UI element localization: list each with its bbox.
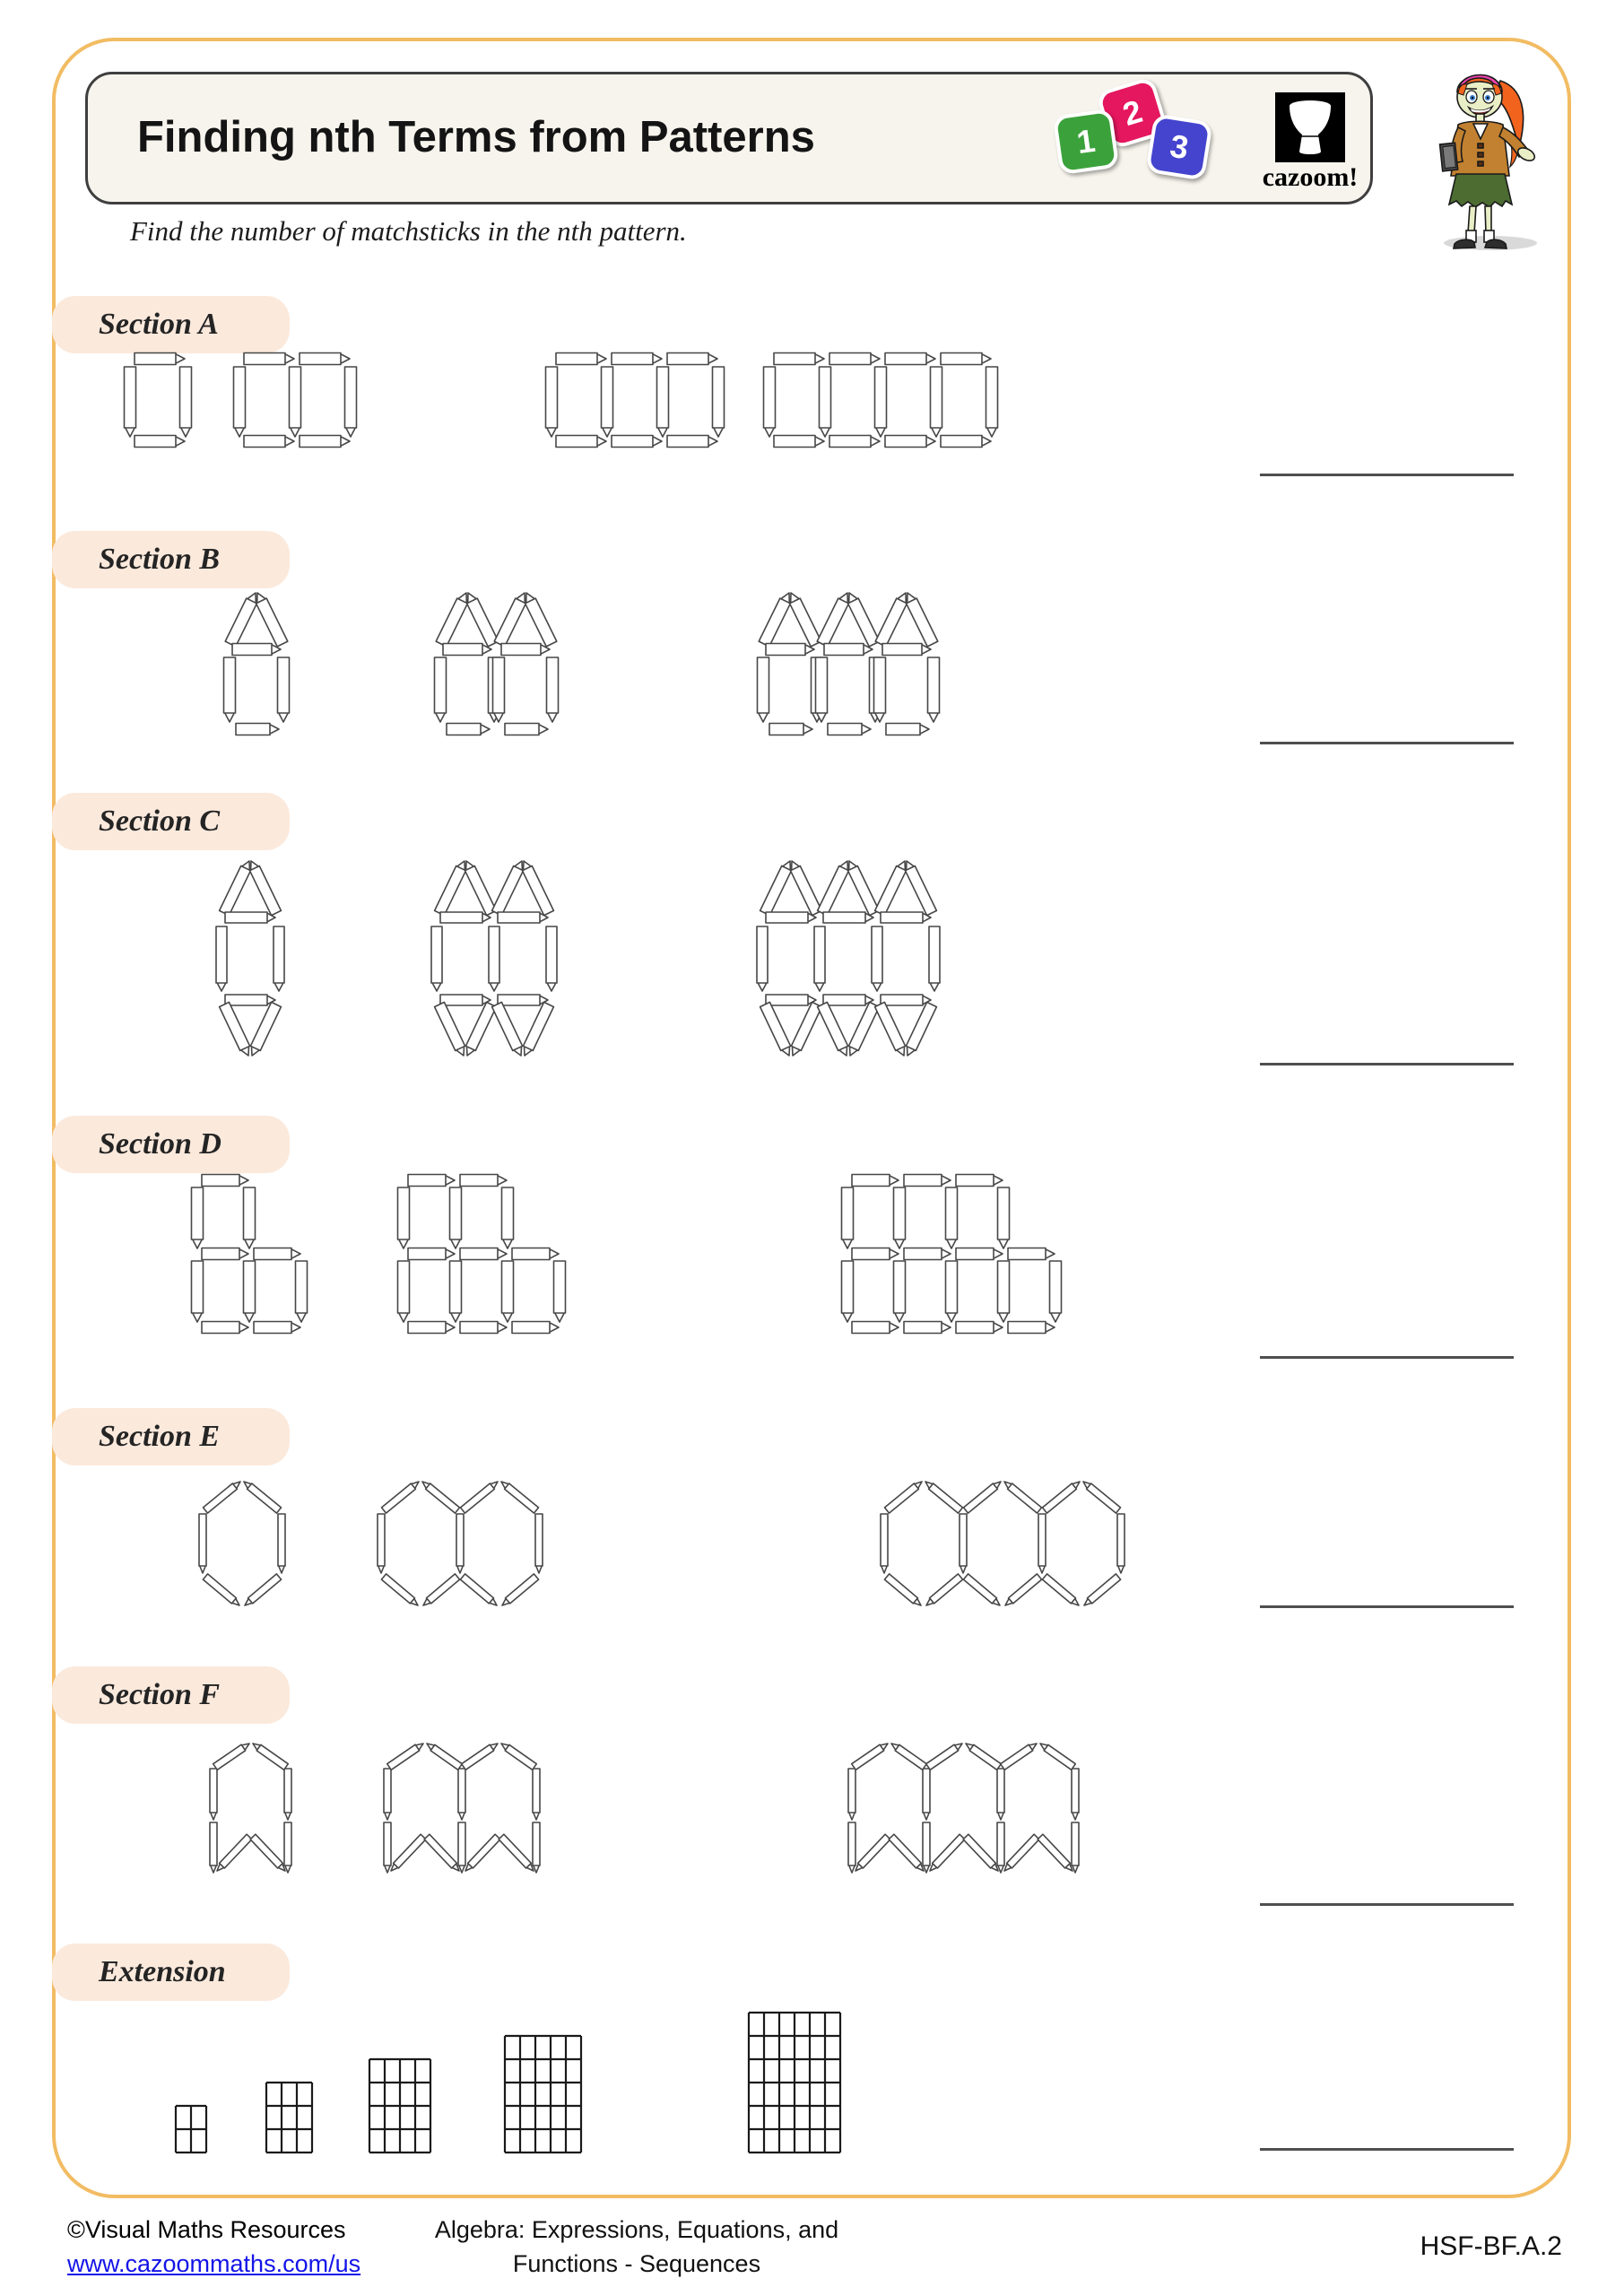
pattern-extension-term-2 <box>257 2074 321 2161</box>
pattern-section-f-term-2 <box>378 1733 545 1882</box>
answer-blank-section-e[interactable] <box>1260 1605 1514 1608</box>
numbers-123-icon <box>1056 83 1214 193</box>
pattern-section-b-term-1 <box>220 581 293 743</box>
standard-code: HSF-BF.A.2 <box>1420 2231 1562 2261</box>
page-title: Finding nth Terms from Patterns <box>137 112 815 161</box>
pattern-section-b-term-3 <box>753 581 943 743</box>
answer-blank-section-a[interactable] <box>1260 474 1514 476</box>
section-header-section-e <box>52 1408 290 1465</box>
title-bar <box>85 72 1373 204</box>
pattern-section-c-term-3 <box>753 848 943 1069</box>
section-label-section-a: Section A <box>99 308 219 341</box>
pattern-extension-term-5 <box>740 2004 849 2161</box>
section-header-section-f <box>52 1666 290 1724</box>
pattern-section-c-term-2 <box>428 848 560 1069</box>
footer-left <box>67 2213 360 2282</box>
pattern-extension-term-3 <box>360 2050 439 2161</box>
schoolgirl-mascot <box>1417 57 1560 255</box>
pattern-section-f-term-3 <box>843 1733 1084 1882</box>
pattern-section-a-term-1 <box>121 350 195 450</box>
section-header-section-b <box>52 531 290 588</box>
pattern-section-d-term-2 <box>395 1171 569 1336</box>
pattern-section-a-term-2 <box>230 350 360 450</box>
footer-topic-line2: Functions - Sequences <box>512 2249 761 2277</box>
badge-number-1: 1 <box>1074 121 1098 161</box>
footer-topic-line1: Algebra: Expressions, Equations, and <box>434 2216 839 2243</box>
section-header-extension <box>52 1944 290 2001</box>
pattern-section-e-term-3 <box>875 1471 1130 1616</box>
copyright-text: ©Visual Maths Resources <box>67 2216 346 2243</box>
cazoom-logo-text: cazoom! <box>1262 162 1359 192</box>
answer-blank-section-b[interactable] <box>1260 742 1514 744</box>
section-header-section-d <box>52 1116 290 1173</box>
instruction-text: Find the number of matchsticks in the nth pattern. <box>130 215 687 247</box>
badge-number-2: 2 <box>1118 91 1147 134</box>
pattern-extension-term-1 <box>167 2097 215 2161</box>
section-label-section-c: Section C <box>99 804 221 838</box>
answer-blank-section-c[interactable] <box>1260 1063 1514 1065</box>
pattern-section-f-term-1 <box>204 1733 297 1882</box>
pattern-extension-term-4 <box>496 2027 590 2161</box>
answer-blank-section-f[interactable] <box>1260 1903 1514 1906</box>
section-label-section-e: Section E <box>99 1420 221 1453</box>
pattern-section-e-term-1 <box>194 1471 291 1616</box>
section-label-section-f: Section F <box>99 1678 221 1711</box>
badge-tile-3 <box>1145 113 1213 181</box>
section-label-section-b: Section B <box>99 543 221 576</box>
footer-topic <box>377 2213 897 2282</box>
section-header-section-c <box>52 793 290 850</box>
pattern-section-d-term-3 <box>838 1171 1064 1336</box>
pattern-section-c-term-1 <box>213 848 288 1069</box>
section-label-extension: Extension <box>99 1955 226 1988</box>
answer-blank-extension[interactable] <box>1260 2148 1514 2151</box>
cazoom-logo <box>1243 92 1377 193</box>
answer-blank-section-d[interactable] <box>1260 1356 1514 1359</box>
pattern-section-a-term-3 <box>543 350 727 450</box>
website-link[interactable]: www.cazoommaths.com/us <box>67 2249 361 2277</box>
badge-number-3: 3 <box>1167 126 1192 167</box>
drum-icon <box>1275 92 1345 162</box>
pattern-section-d-term-1 <box>188 1171 310 1336</box>
section-header-section-a <box>52 296 290 353</box>
pattern-section-e-term-2 <box>372 1471 548 1616</box>
pattern-section-a-term-4 <box>760 350 1001 450</box>
pattern-section-b-term-2 <box>430 581 562 743</box>
section-label-section-d: Section D <box>99 1127 221 1161</box>
badge-tile-1 <box>1053 109 1120 176</box>
